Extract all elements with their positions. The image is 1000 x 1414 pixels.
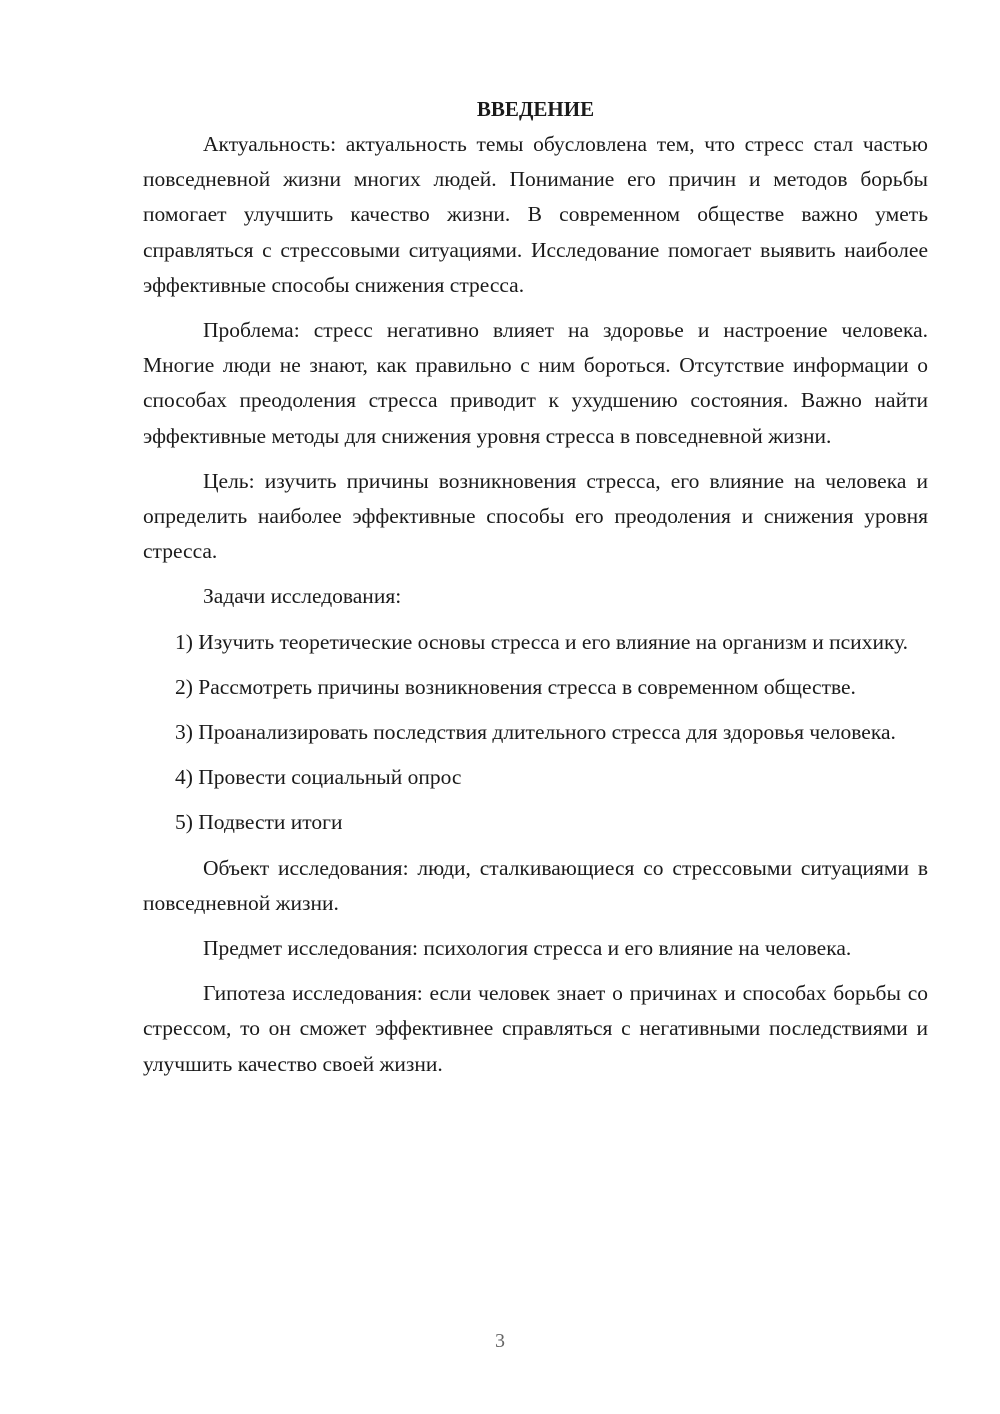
section-title: ВВЕДЕНИЕ	[476, 97, 595, 121]
task-item-1: 1) Изучить теоретические основы стресса и его влияние на организм и психику.	[175, 629, 909, 654]
paragraph-subject: Предмет исследования: психология стресса и его влияние на человека.	[203, 936, 852, 961]
task-item-4: 4) Провести социальный опрос	[175, 765, 462, 790]
task-item-5: 5) Подвести итоги	[175, 810, 343, 835]
page-number: 3	[495, 1330, 505, 1352]
task-item-3: 3) Проанализировать последствия длительного стресса для здоровья человека.	[175, 720, 896, 745]
paragraph-object: Объект исследования: люди, сталкивающиеся со стрессовыми ситуациями в повседневной жизни.	[143, 855, 928, 915]
paragraph-goal: Цель: изучить причины возникновения стресса, его влияние на человека и определить наиболее эффективные способы его преодоления и снижения уровня стресса.	[143, 468, 928, 564]
document-page	[143, 92, 928, 1092]
task-item-2: 2) Рассмотреть причины возникновения стресса в современном обществе.	[175, 674, 856, 699]
paragraph-relevance: Актуальность: актуальность темы обусловлена тем, что стресс стал частью повседневной жизни многих людей. Понимание его причин и методов борьбы помогает улучшить качество жизни. В современном обществе важно уметь справляться с стрессовыми ситуациями. Исследование помогает выявить наиболее эффективные способы снижения стресса.	[143, 132, 928, 297]
paragraph-problem: Проблема: стресс негативно влияет на здоровье и настроение человека. Многие люди не знают, как правильно с ним бороться. Отсутствие информации о способах преодоления стресса приводит к ухудшению состояния. Важно найти эффективные методы для снижения уровня стресса в повседневной жизни.	[143, 318, 928, 448]
paragraph-tasks-heading: Задачи исследования:	[203, 584, 402, 609]
paragraph-hypothesis: Гипотеза исследования: если человек знает о причинах и способах борьбы со стрессом, то он сможет эффективнее справляться с негативными последствиями и улучшить качество своей жизни.	[143, 981, 928, 1076]
